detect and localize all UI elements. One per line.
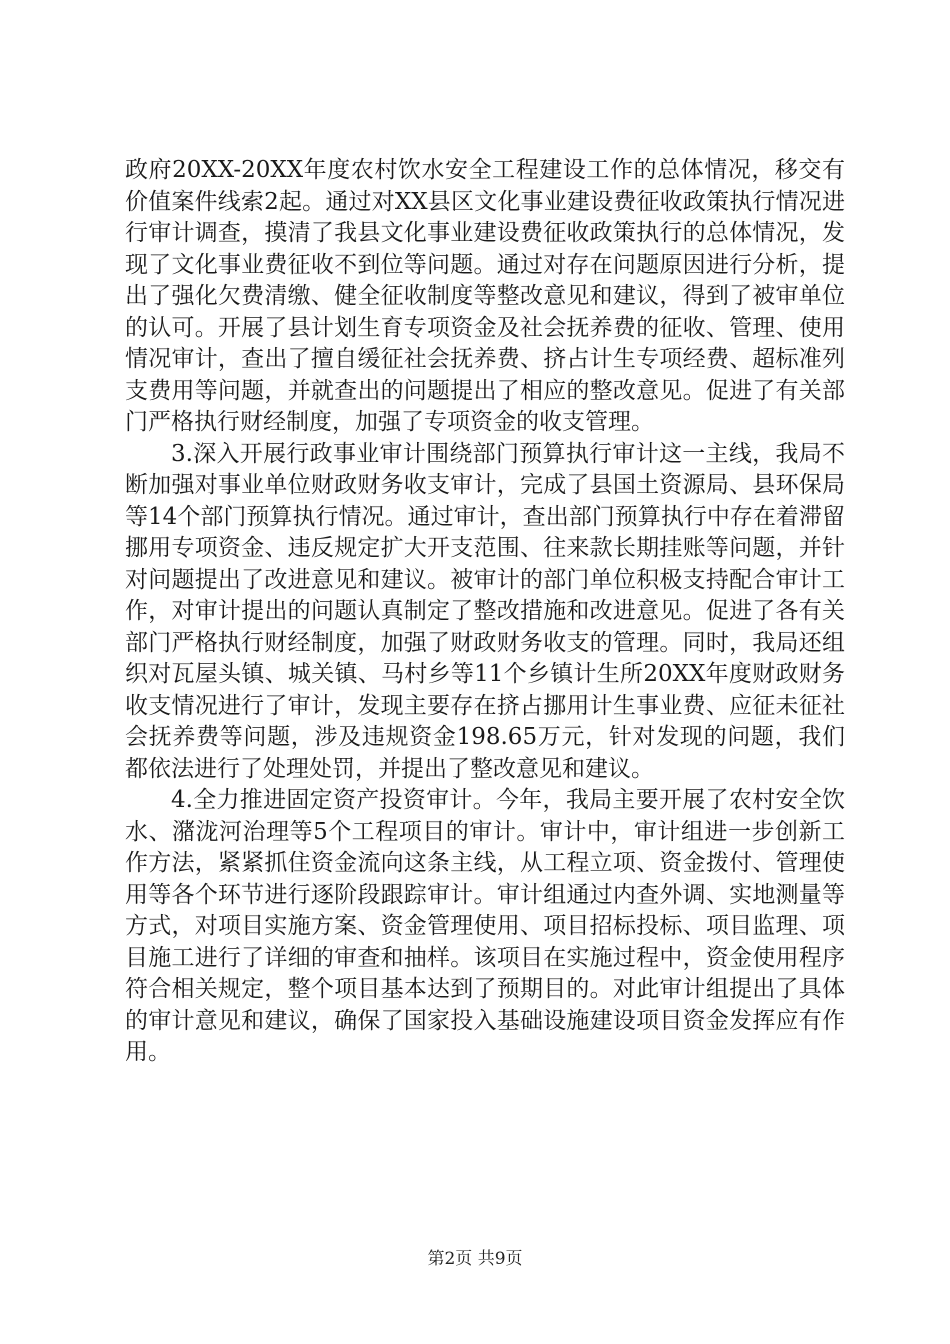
- paragraph-continuation: 政府20XX-20XX年度农村饮水安全工程建设工作的总体情况，移交有价值案件线索2起。通过对XX县区文化事业建设费征收政策执行情况进行审计调查，摸清了我县文化事业建设费征收政策执行的总体情况，发现了文化事业费征收不到位等问题。通过对存在问题原因进行分析，提出了强化欠费清缴、健全征收制度等整改意见和建议，得到了被审单位的认可。开展了县计划生育专项资金及社会抚养费的征收、管理、使用情况审计，查出了擅自缓征社会抚养费、挤占计生专项经费、超标准列支费用等问题，并就查出的问题提出了相应的整改意见。促进了有关部门严格执行财经制度，加强了专项资金的收支管理。: [125, 157, 845, 435]
- paragraph-section-3: 3.深入开展行政事业审计围绕部门预算执行审计这一主线，我局不断加强对事业单位财政财务收支审计，完成了县国土资源局、县环保局等14个部门预算执行情况。通过审计，查出部门预算执行中存在着滞留挪用专项资金、违反规定扩大开支范围、往来款长期挂账等问题，并针对问题提出了改进意见和建议。被审计的部门单位积极支持配合审计工作，对审计提出的问题认真制定了整改措施和改进意见。促进了各有关部门严格执行财经制度，加强了财政财务收支的管理。同时，我局还组织对瓦屋头镇、城关镇、马村乡等11个乡镇计生所20XX年度财政财务收支情况进行了审计，发现主要存在挤占挪用计生事业费、应征未征社会抚养费等问题，涉及违规资金198.65万元，针对发现的问题，我们都依法进行了处理处罚，并提出了整改意见和建议。: [125, 440, 845, 782]
- paragraph-section-4: 4.全力推进固定资产投资审计。今年，我局主要开展了农村安全饮水、潴泷河治理等5个工程项目的审计。审计中，审计组进一步创新工作方法，紧紧抓住资金流向这条主线，从工程立项、资金拨付、管理使用等各个环节进行逐阶段跟踪审计。审计组通过内查外调、实地测量等方式，对项目实施方案、资金管理使用、项目招标投标、项目监理、项目施工进行了详细的审查和抽样。该项目在实施过程中，资金使用程序符合相关规定，整个项目基本达到了预期目的。对此审计组提出了具体的审计意见和建议，确保了国家投入基础设施建设项目资金发挥应有作用。: [125, 787, 845, 1065]
- page-footer: 第2页 共9页: [427, 1249, 523, 1269]
- document-body: [125, 155, 845, 1069]
